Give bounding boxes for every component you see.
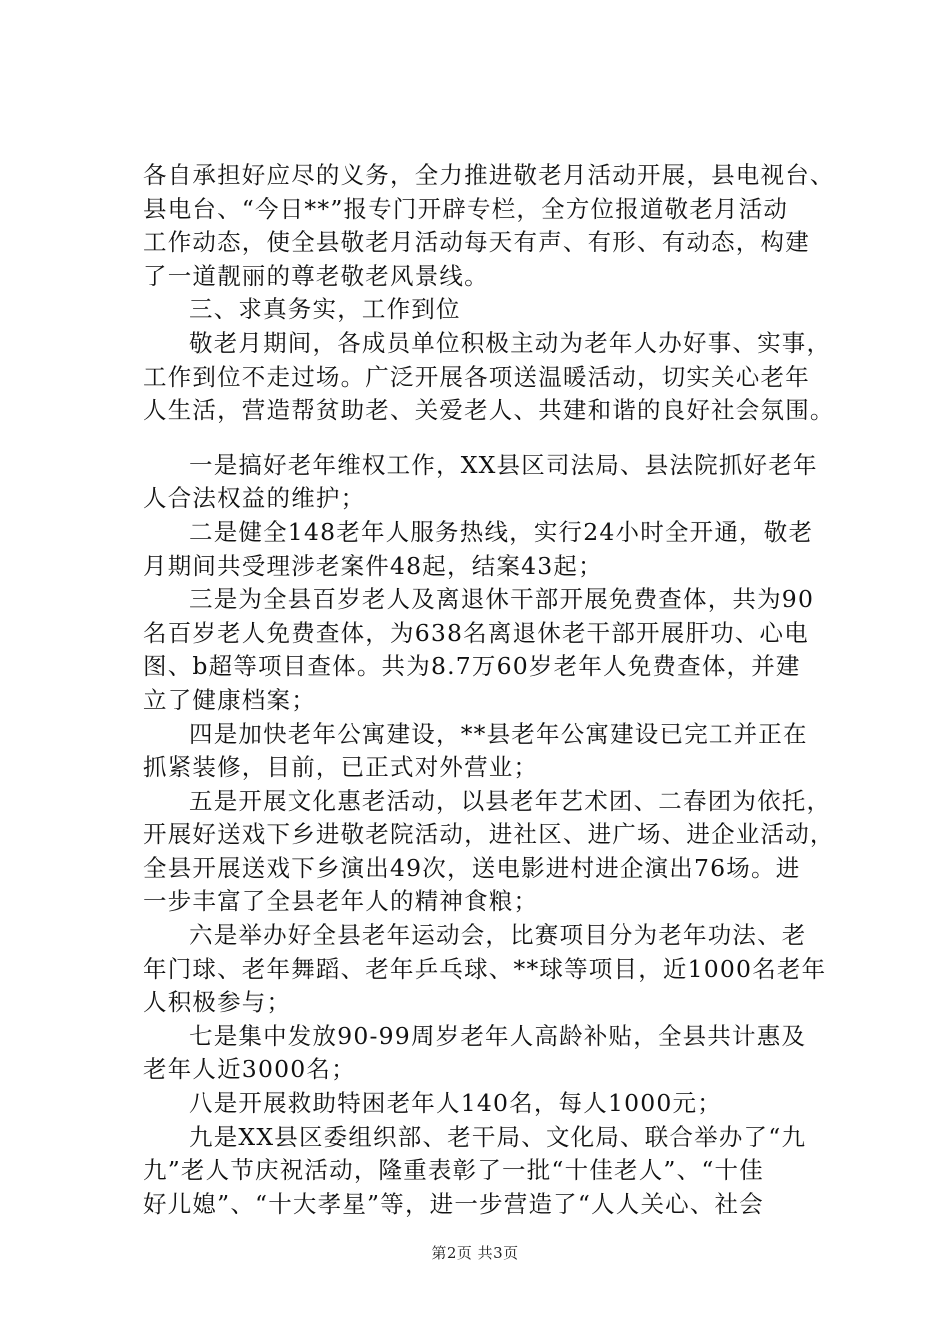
text-line: 人生活，营造帮贫助老、关爱老人、共建和谐的良好社会氛围。 [143, 396, 835, 425]
text-line: 七是集中发放90-99周岁老年人高龄补贴，全县共计惠及 [189, 1021, 807, 1050]
text-line: 抓紧装修，目前，已正式对外营业； [143, 753, 539, 782]
paragraph-gap [143, 429, 843, 450]
text-line: 三、求真务实，工作到位 [189, 295, 461, 324]
text-line: 六是举办好全县老年运动会，比赛项目分为老年功法、老 [189, 921, 807, 950]
text-line: 九”老人节庆祝活动，隆重表彰了一批“十佳老人”、“十佳 [143, 1156, 764, 1185]
text-line: 九是XX县区委组织部、老干局、文化局、联合举办了“九 [189, 1122, 807, 1151]
text-line: 各自承担好应尽的义务，全力推进敬老月活动开展，县电视台、 [143, 161, 835, 189]
text-line: 五是开展文化惠老活动，以县老年艺术团、二春团为依托， [189, 786, 832, 815]
text-line: 开展好送戏下乡进敬老院活动，进社区、进广场、进企业活动， [143, 820, 835, 849]
text-line: 一是搞好老年维权工作，XX县区司法局、县法院抓好老年 [189, 450, 818, 479]
text-line: 立了健康档案； [143, 685, 316, 714]
text-line: 工作到位不走过场。广泛开展各项送温暖活动，切实关心老年 [143, 362, 810, 391]
text-line: 年门球、老年舞蹈、老年乒乓球、**球等项目，近1000名老年 [143, 954, 827, 983]
document-body [143, 160, 843, 1222]
text-line: 八是开展救助特困老年人140名，每人1000元； [189, 1089, 722, 1118]
text-line: 好儿媳”、“十大孝星”等，进一步营造了“人人关心、社会 [143, 1189, 764, 1218]
text-line: 全县开展送戏下乡演出49次，送电影进村进企演出76场。进 [143, 853, 801, 882]
text-line: 人合法权益的维护； [143, 484, 366, 513]
text-line: 四是加快老年公寓建设，**县老年公寓建设已完工并正在 [189, 719, 808, 748]
text-line: 月期间共受理涉老案件48起，结案43起； [143, 551, 603, 580]
text-line: 敬老月期间，各成员单位积极主动为老年人办好事、实事， [189, 328, 832, 357]
text-line: 老年人近3000名； [143, 1055, 356, 1084]
text-line: 三是为全县百岁老人及离退休干部开展免费查体，共为90 [189, 585, 815, 614]
text-line: 图、b超等项目查体。共为8.7万60岁老年人免费查体，并建 [143, 652, 801, 681]
text-line: 一步丰富了全县老年人的精神食粮； [143, 887, 539, 916]
text-line: 工作动态，使全县敬老月活动每天有声、有形、有动态，构建 [143, 228, 810, 257]
text-line: 二是健全148老年人服务热线，实行24小时全开通，敬老 [189, 517, 814, 546]
text-line: 县电台、“今日**”报专门开辟专栏，全方位报道敬老月活动 [143, 194, 789, 223]
page-footer: 第2页 共3页 [431, 1244, 519, 1262]
text-line: 名百岁老人免费查体，为638名离退休老干部开展肝功、心电 [143, 618, 809, 647]
text-line: 了一道靓丽的尊老敬老风景线。 [143, 261, 489, 290]
text-line: 人积极参与； [143, 988, 292, 1017]
